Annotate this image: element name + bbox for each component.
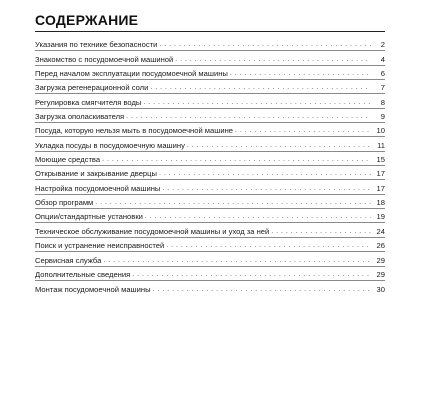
dot-leader <box>126 112 371 121</box>
toc-entry-title: Перед началом эксплуатации посудомоечной машины <box>35 69 228 79</box>
toc-entry[interactable] <box>35 152 385 166</box>
toc-entry-title: Монтаж посудомоечной машины <box>35 285 151 295</box>
toc-entry[interactable] <box>35 195 385 209</box>
toc-entry[interactable] <box>35 223 385 237</box>
dot-leader <box>143 98 371 107</box>
dot-leader <box>271 227 371 236</box>
dot-leader <box>166 241 371 250</box>
toc-entry-page-number: 29 <box>376 269 385 279</box>
toc-entry-page-number: 17 <box>376 183 385 193</box>
toc-entry[interactable] <box>35 267 385 281</box>
toc-entry-page-number: 26 <box>376 241 385 251</box>
dot-leader <box>153 285 371 294</box>
toc-entry-title: Поиск и устранение неисправностей <box>35 241 165 251</box>
toc-entry[interactable] <box>35 180 385 194</box>
table-of-contents <box>35 37 385 295</box>
toc-entry-page-number: 18 <box>376 198 385 208</box>
toc-entry-title: Техническое обслуживание посудомоечной машины и уход за ней <box>35 226 270 236</box>
toc-entry[interactable] <box>35 37 385 51</box>
toc-entry-title: Укладка посуды в посудомоечную машину <box>35 140 185 150</box>
toc-entry[interactable] <box>35 80 385 94</box>
dot-leader <box>162 184 371 193</box>
toc-entry[interactable] <box>35 281 385 295</box>
toc-entry-page-number: 17 <box>376 169 385 179</box>
toc-entry[interactable] <box>35 66 385 80</box>
dot-leader <box>150 83 371 92</box>
toc-entry[interactable] <box>35 238 385 252</box>
toc-entry-title: Обзор программ <box>35 198 94 208</box>
toc-entry-title: Настройка посудомоечной машины <box>35 183 161 193</box>
toc-entry-page-number: 8 <box>380 97 385 107</box>
toc-entry[interactable] <box>35 252 385 266</box>
dot-leader <box>145 212 371 221</box>
toc-entry-page-number: 10 <box>376 126 385 136</box>
toc-entry-title: Указания по технике безопасности <box>35 40 158 50</box>
toc-entry-page-number: 24 <box>376 226 385 236</box>
toc-entry-title: Моющие средства <box>35 155 101 165</box>
toc-entry[interactable] <box>35 137 385 151</box>
toc-entry-title: Регулировка смягчителя воды <box>35 97 142 107</box>
dot-leader <box>187 141 371 150</box>
dot-leader <box>102 155 371 164</box>
toc-entry-title: Опции/стандартные установки <box>35 212 143 222</box>
toc-entry[interactable] <box>35 51 385 65</box>
toc-entry-title: Посуда, которую нельзя мыть в посудомоечной машине <box>35 126 234 136</box>
toc-entry[interactable] <box>35 209 385 223</box>
toc-entry[interactable] <box>35 166 385 180</box>
toc-entry-page-number: 15 <box>376 155 385 165</box>
toc-entry-title: Знакомство с посудомоечной машиной <box>35 54 174 64</box>
toc-entry-page-number: 9 <box>380 112 385 122</box>
toc-entry-page-number: 6 <box>380 69 385 79</box>
toc-entry[interactable] <box>35 94 385 108</box>
dot-leader <box>175 55 371 64</box>
toc-entry-page-number: 4 <box>380 54 385 64</box>
toc-entry-page-number: 19 <box>376 212 385 222</box>
toc-entry[interactable] <box>35 109 385 123</box>
dot-leader <box>132 270 371 279</box>
toc-entry-page-number: 2 <box>380 40 385 50</box>
dot-leader <box>159 40 371 49</box>
dot-leader <box>103 256 371 265</box>
toc-entry-page-number: 29 <box>376 255 385 265</box>
toc-entry-page-number: 30 <box>376 285 385 295</box>
dot-leader <box>235 126 371 135</box>
toc-entry-page-number: 11 <box>377 140 385 150</box>
toc-entry-title: Загрузка регенерационной соли <box>35 83 149 93</box>
dot-leader <box>230 69 371 78</box>
toc-entry-page-number: 7 <box>380 83 385 93</box>
heading-rule <box>35 31 385 32</box>
toc-entry-title: Дополнительные сведения <box>35 269 131 279</box>
toc-entry-title: Открывание и закрывание дверцы <box>35 169 157 179</box>
toc-entry-title: Сервисная служба <box>35 255 102 265</box>
dot-leader <box>95 198 371 207</box>
toc-entry[interactable] <box>35 123 385 137</box>
dot-leader <box>159 169 371 178</box>
toc-entry-title: Загрузка ополаскивателя <box>35 112 125 122</box>
contents-heading: СОДЕРЖАНИЕ <box>35 12 139 28</box>
